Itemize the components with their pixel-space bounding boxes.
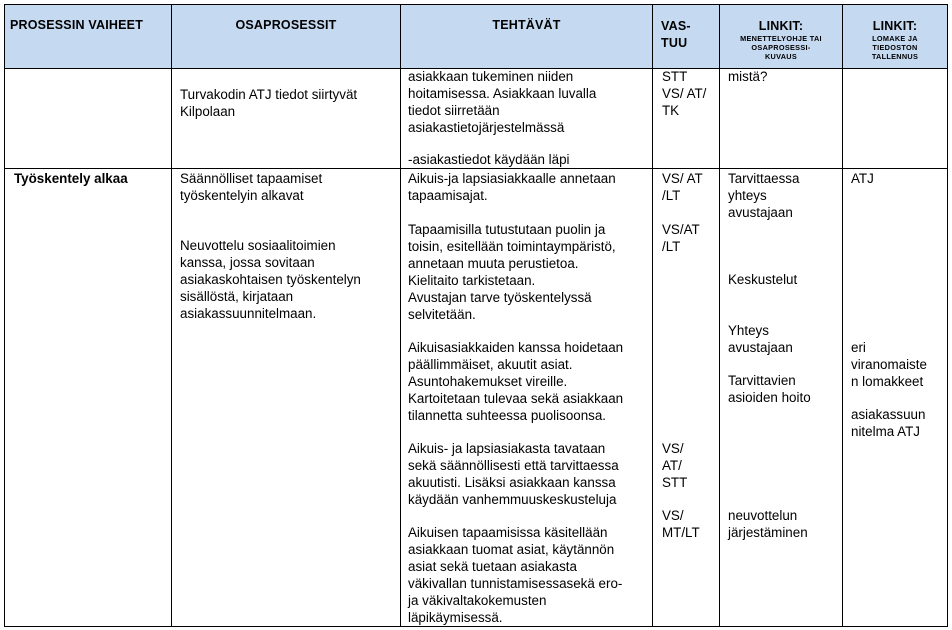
- row2-subprocess-b: [180, 237, 361, 322]
- row2-tasks-line: sekä säännöllisesti että tarvittaessa: [408, 458, 619, 473]
- row2-responsible-3: [662, 440, 687, 491]
- row2-subprocess-line: kanssa, jossa sovitaan: [180, 255, 315, 270]
- header-links-form: [843, 5, 947, 68]
- row2-tasks-line: Aikuis-ja lapsiasiakkaalle annetaan: [408, 171, 616, 186]
- grid-line-col-5: [842, 4, 843, 627]
- header-links-form-sub-2: TIEDOSTON: [872, 43, 918, 52]
- header-links-form-sub-3: TALLENNUS: [871, 52, 919, 61]
- row2-subprocess-line: Neuvottelu sosiaalitoimien: [180, 238, 336, 253]
- row1-links-line: mistä?: [728, 69, 768, 84]
- row2-links-form-3: [851, 406, 925, 440]
- row2-tasks-5: [408, 524, 622, 626]
- row1-tasks-a: [408, 68, 596, 136]
- row2-links-procedure-3: [728, 322, 793, 356]
- grid-line-col-6: [947, 4, 948, 627]
- header-links-procedure-sub-2: OSAPROSESSI-: [751, 43, 811, 52]
- header-links-procedure: [720, 5, 842, 68]
- row2-tasks-line: akuutisti. Lisäksi asiakkaan kanssa: [408, 475, 616, 490]
- row2-tasks-line: Avustajan tarve työskentelyssä: [408, 290, 592, 305]
- row1-responsible-line: STT: [662, 69, 688, 84]
- row2-responsible-line: MT/LT: [662, 525, 700, 540]
- row2-responsible-line: VS/: [662, 508, 684, 523]
- row2-links-form-1: [851, 170, 874, 187]
- row2-links-procedure-line: Tarvittaessa: [728, 171, 800, 186]
- row2-tasks-line: asiakkaan tuomat asiat, käytännön: [408, 542, 615, 557]
- row2-links-procedure-line: Yhteys: [728, 323, 769, 338]
- row2-tasks-line: käydään vanhemmuuskeskusteluja: [408, 492, 617, 507]
- row2-links-procedure-line: järjestäminen: [728, 525, 808, 540]
- row2-tasks-line: toisin, esitellään toimintaympäristö,: [408, 239, 616, 254]
- row2-links-form-2: [851, 339, 927, 390]
- grid-line-col-2: [400, 4, 401, 627]
- row2-tasks-line: tapaamisajat.: [408, 188, 488, 203]
- row2-links-form-line: nitelma ATJ: [851, 424, 920, 439]
- header-subprocess: [172, 5, 400, 68]
- row2-responsible-4: [662, 507, 700, 541]
- row2-links-procedure-line: avustajaan: [728, 340, 793, 355]
- header-responsible: [653, 5, 719, 68]
- header-links-procedure-sub-3: KUVAUS: [764, 52, 798, 61]
- row1-responsible: [662, 68, 706, 119]
- row1-links: [728, 68, 767, 85]
- header-links-form-sub-1: LOMAKE JA: [872, 34, 918, 43]
- row2-tasks-2: [408, 221, 616, 323]
- header-responsible-line1: VAS-: [661, 19, 691, 33]
- row1-tasks-line: -asiakastiedot käydään läpi: [408, 152, 570, 167]
- row2-tasks-line: väkivallan tunnistamisessasekä ero-: [408, 576, 623, 591]
- row2-tasks-4: [408, 440, 619, 508]
- row2-tasks-line: Kielitaito tarkistetaan.: [408, 273, 536, 288]
- row2-responsible-1: [662, 170, 703, 204]
- row2-subprocess-line: sisällöstä, kirjataan: [180, 289, 294, 304]
- row1-responsible-line: VS/ AT/: [662, 86, 707, 101]
- grid-line-bottom: [4, 626, 948, 627]
- row2-tasks-line: asiat sekä tuetaan asiakasta: [408, 559, 577, 574]
- row2-links-form-line: asiakassuun: [851, 407, 926, 422]
- row1-subprocess-line: Turvakodin ATJ tiedot siirtyvät: [180, 87, 358, 102]
- row2-subprocess-line: työskentelyin alkavat: [180, 188, 304, 203]
- header-tasks: [401, 5, 652, 68]
- row2-links-procedure-1: [728, 170, 799, 221]
- row2-responsible-line: /LT: [662, 239, 681, 254]
- row2-tasks-line: selvitetään.: [408, 307, 476, 322]
- row2-tasks-line: tilannetta suhteessa puolisoonsa.: [408, 408, 607, 423]
- row2-subprocess-a: [180, 170, 322, 204]
- row2-responsible-2: [662, 221, 700, 255]
- row2-tasks-line: annetaan muuta perustietoa.: [408, 256, 579, 271]
- row2-links-procedure-4: [728, 372, 811, 406]
- row2-links-procedure-line: Tarvittavien: [728, 373, 796, 388]
- row2-links-form-line: n lomakkeet: [851, 374, 924, 389]
- row2-links-form-line: eri: [851, 340, 866, 355]
- row2-links-form-line: ATJ: [851, 171, 874, 186]
- row1-tasks-line: hoitamisessa. Asiakkaan luvalla: [408, 86, 597, 101]
- header-tasks-label: TEHTÄVÄT: [492, 18, 561, 32]
- row2-tasks-line: ja väkivaltakokemusten: [408, 593, 547, 608]
- row2-subprocess-line: asiakaskohtaisen työskentelyn: [180, 272, 361, 287]
- row2-tasks-line: Aikuis- ja lapsiasiakasta tavataan: [408, 441, 606, 456]
- grid-line-row-separator: [4, 168, 948, 169]
- row2-links-form-line: viranomaiste: [851, 357, 927, 372]
- row2-tasks-line: Asuntohakemukset vireille.: [408, 374, 568, 389]
- row1-tasks-line: tiedot siirretään: [408, 103, 500, 118]
- grid-line-col-1: [171, 4, 172, 627]
- grid-line-col-0: [4, 4, 5, 627]
- row2-responsible-line: STT: [662, 475, 688, 490]
- row2-tasks-line: päällimmäiset, akuutit asiat.: [408, 357, 573, 372]
- header-subprocess-label: OSAPROSESSIT: [235, 18, 337, 32]
- row2-tasks-line: läpikäymisessä.: [408, 610, 503, 625]
- row2-responsible-line: VS/: [662, 441, 684, 456]
- row2-tasks-line: Kartoitetaan tulevaa sekä asiakkaan: [408, 391, 624, 406]
- header-responsible-label: [661, 18, 719, 52]
- row2-tasks-line: Tapaamisilla tutustutaan puolin ja: [408, 222, 606, 237]
- row1-tasks-line: asiakkaan tukeminen niiden: [408, 69, 574, 84]
- row2-tasks-line: Aikuisen tapaamisissa käsitellään: [408, 525, 608, 540]
- row2-responsible-line: /LT: [662, 188, 681, 203]
- row2-subprocess-line: asiakassuunnitelmaan.: [180, 306, 317, 321]
- row2-responsible-line: VS/ AT: [662, 171, 703, 186]
- row2-links-procedure-line: Keskustelut: [728, 272, 798, 287]
- row2-tasks-line: Aikuisasiakkaiden kanssa hoidetaan: [408, 340, 624, 355]
- grid-line-col-3: [652, 4, 653, 627]
- header-responsible-line2: TUU: [661, 36, 688, 50]
- row1-tasks-b: [408, 151, 570, 168]
- row2-links-procedure-line: avustajaan: [728, 205, 793, 220]
- row2-links-procedure-5: [728, 507, 808, 541]
- header-links-form-title: LINKIT:: [872, 19, 918, 33]
- row2-subprocess-line: Säännölliset tapaamiset: [180, 171, 323, 186]
- row1-tasks-line: asiakastietojärjestelmässä: [408, 120, 565, 135]
- grid-line-top: [4, 4, 948, 5]
- row2-phase: Työskentely alkaa: [14, 171, 128, 186]
- row2-links-procedure-line: neuvottelun: [728, 508, 798, 523]
- row1-subprocess-line: Kilpolaan: [180, 104, 236, 119]
- row2-links-procedure-2: [728, 271, 797, 288]
- row2-links-procedure-line: yhteys: [728, 188, 767, 203]
- header-links-procedure-title: LINKIT:: [758, 19, 804, 33]
- row2-responsible-line: VS/AT: [662, 222, 700, 237]
- grid-line-col-4: [719, 4, 720, 627]
- row1-subprocess: [180, 86, 357, 120]
- row1-responsible-line: TK: [662, 103, 680, 118]
- header-links-procedure-sub-1: MENETTELYOHJE TAI: [740, 34, 822, 43]
- header-phase-label: PROSESSIN VAIHEET: [10, 18, 144, 32]
- header-phase: [5, 5, 171, 68]
- row2-links-procedure-line: asioiden hoito: [728, 390, 811, 405]
- row2-tasks-1: [408, 170, 616, 204]
- row2-tasks-3: [408, 339, 623, 424]
- row2-responsible-line: AT/: [662, 458, 682, 473]
